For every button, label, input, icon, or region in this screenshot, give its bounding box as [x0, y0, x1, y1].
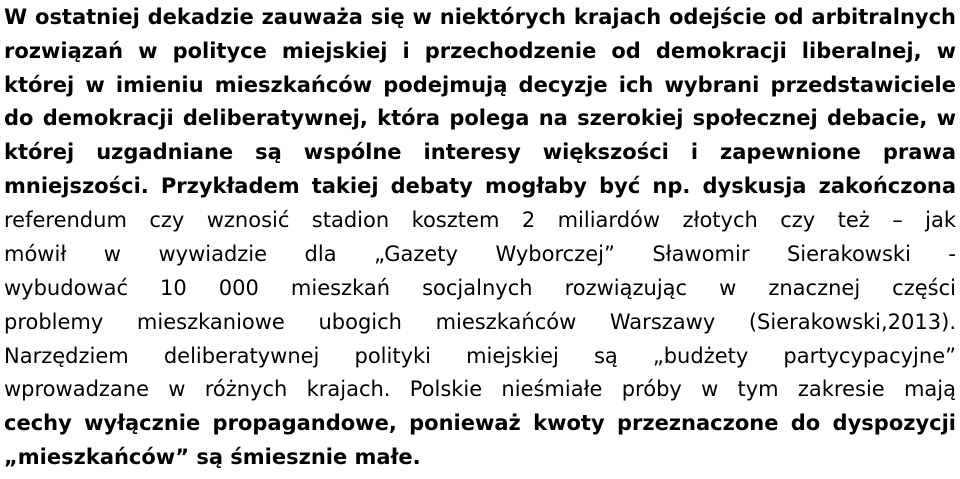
text-line-13: cechy wyłącznie propagandowe, ponieważ kwoty przeznaczone do dyspozycji	[4, 411, 956, 435]
text-line-5: której uzgadniane są wspólne interesy większości i zapewnione prawa	[4, 140, 956, 164]
text-line-11: Narzędziem deliberatywnej polityki miejskiej są „budżety partycypacyjne”	[4, 344, 956, 368]
text-line-14: „mieszkańców” są śmiesznie małe.	[4, 445, 421, 469]
text-line-8: mówił w wywiadzie dla „Gazety Wyborczej” Sławomir Sierakowski -	[4, 242, 956, 266]
text-line-9: wybudować 10 000 mieszkań socjalnych rozwiązując w znacznej części	[4, 276, 956, 300]
text-line-10: problemy mieszkaniowe ubogich mieszkańców Warszawy (Sierakowski,2013).	[4, 310, 956, 334]
text-line-6: mniejszości. Przykładem takiej debaty mogłaby być np. dyskusja zakończona	[4, 174, 956, 198]
text-line-2: rozwiązań w polityce miejskiej i przechodzenie od demokracji liberalnej, w	[4, 39, 956, 63]
text-line-3: której w imieniu mieszkańców podejmują decyzje ich wybrani przedstawiciele	[4, 73, 956, 97]
text-line-12: wprowadzane w różnych krajach. Polskie nieśmiałe próby w tym zakresie mają	[4, 377, 956, 401]
text-line-4: do demokracji deliberatywnej, która polega na szerokiej społecznej debacie, w	[4, 106, 956, 130]
text-line-1: W ostatniej dekadzie zauważa się w niektórych krajach odejście od arbitralnych	[4, 5, 956, 29]
text-line-7: referendum czy wznosić stadion kosztem 2 miliardów złotych czy też – jak	[4, 208, 956, 232]
